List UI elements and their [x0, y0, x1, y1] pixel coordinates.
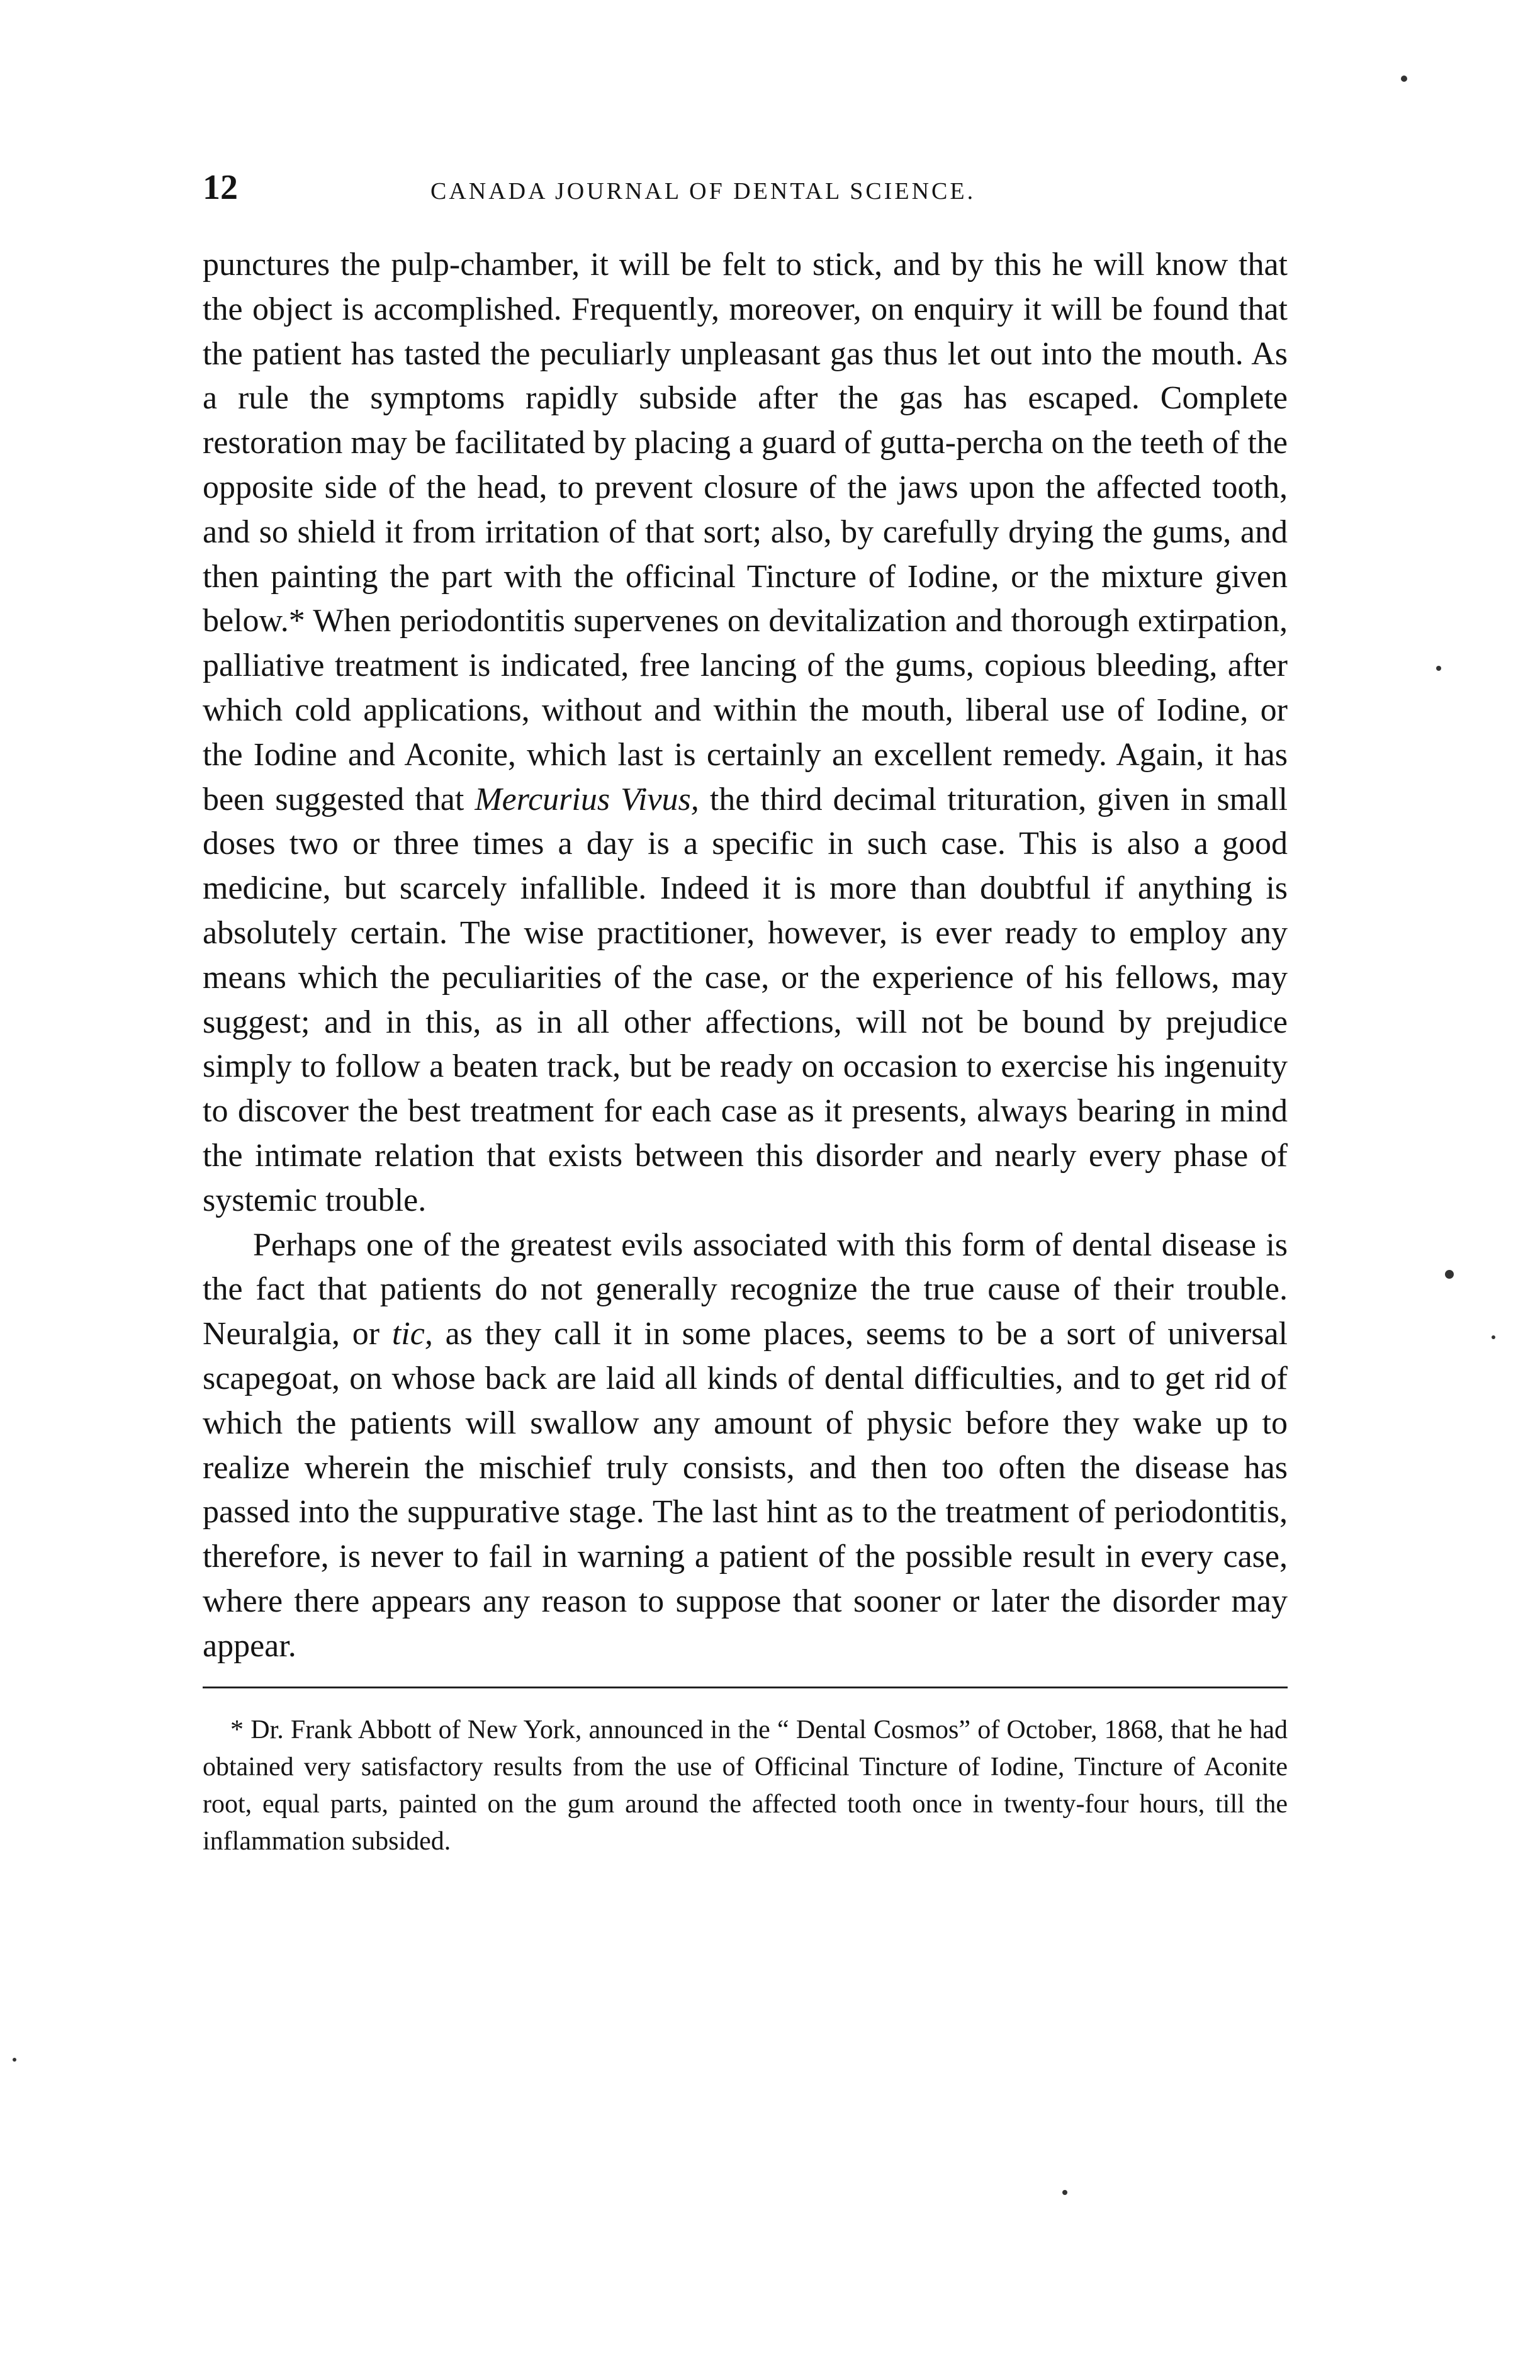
scan-speck: [1436, 666, 1441, 671]
paragraph-1-text-a: punctures the pulp-chamber, it will be felt to stick, and by this he will know that the object is accomplished. Frequently, moreover, on enquiry it will be found that the patient has tasted the peculiarly unpleasant gas thus let out into the mouth. As a rule the symptoms rapidly subside after the gas has escaped. Complete restoration may be facilitated by placing a guard of gutta-percha on the teeth of the opposite side of the head, to prevent closure of the jaws upon the affected tooth, and so shield it from irritation of that sort; also, by carefully drying the gums, and then painting the part with the officinal Tincture of Iodine, or the mixture given below.* When periodontitis supervenes on devitalization and thorough extirpation, palliative treatment is indicated, free lancing of the gums, copious bleeding, after which cold applications, without and within the mouth, liberal use of Iodine, or the Iodine and Aconite, which last is certainly an excellent remedy. Again, it has been suggested that: [203, 247, 1288, 817]
scan-speck: [1401, 76, 1407, 82]
scan-speck: [1062, 2190, 1067, 2195]
paragraph-2: [203, 1223, 1288, 1669]
scan-speck: [1492, 1335, 1495, 1339]
footnote: * Dr. Frank Abbott of New York, announced in the “ Dental Cosmos” of October, 1868, that he had obtained very satisfactory results from the use of Officinal Tincture of Iodine, Tincture of Aconite root, equal parts, painted on the gum around the affected tooth once in twenty-four hours, till the inflammation subsided.: [203, 1715, 1288, 1856]
paragraph-2-text-a: Perhaps one of the greatest evils associated with this form of dental disease is the fact that patients do not generally recognize the true cause of their trouble. Neuralgia, or: [203, 1226, 1288, 1352]
paragraph-1: [203, 243, 1288, 1223]
scan-speck: [13, 2058, 16, 2062]
page-header: [203, 162, 1288, 213]
paragraph-2-text-b: as they call it in some places, seems to be a sort of universal scapegoat, on whose back are laid all kinds of dental difficulties, and to get rid of which the patients will swallow any amount of physic before they wake up to realize wherein the mischief truly consists, and then too often the disease has passed into the suppurative stage. The last hint as to the treatment of periodontitis, therefore, is never to fail in warning a patient of the possible result in every case, where there appears any reason to suppose that sooner or later the disorder may appear.: [203, 1316, 1288, 1664]
paragraph-1-text-b: the third decimal trituration, given in small doses two or three times a day is a specific in such case. This is also a good medicine, but scarcely infallible. Indeed it is more than doubtful if anything is absolutely certain. The wise practitioner, however, is ever ready to employ any means which the peculiarities of the case, or the experience of his fellows, may suggest; and in this, as in all other affections, will not be bound by prejudice simply to follow a beaten track, but be ready on occasion to exercise his ingenuity to discover the best treatment for each case as it presents, always bearing in mind the intimate relation that exists between this disorder and nearly every phase of systemic trouble.: [203, 781, 1288, 1218]
footnote-divider: [203, 1687, 1288, 1688]
running-head: CANADA JOURNAL OF DENTAL SCIENCE.: [430, 178, 976, 205]
paragraph-2-italic: tic,: [391, 1316, 433, 1352]
paragraph-1-italic: Mercurius Vivus,: [475, 781, 699, 817]
page-number: 12: [203, 168, 238, 207]
scan-speck: [1445, 1270, 1454, 1279]
body-text: [203, 243, 1288, 1669]
